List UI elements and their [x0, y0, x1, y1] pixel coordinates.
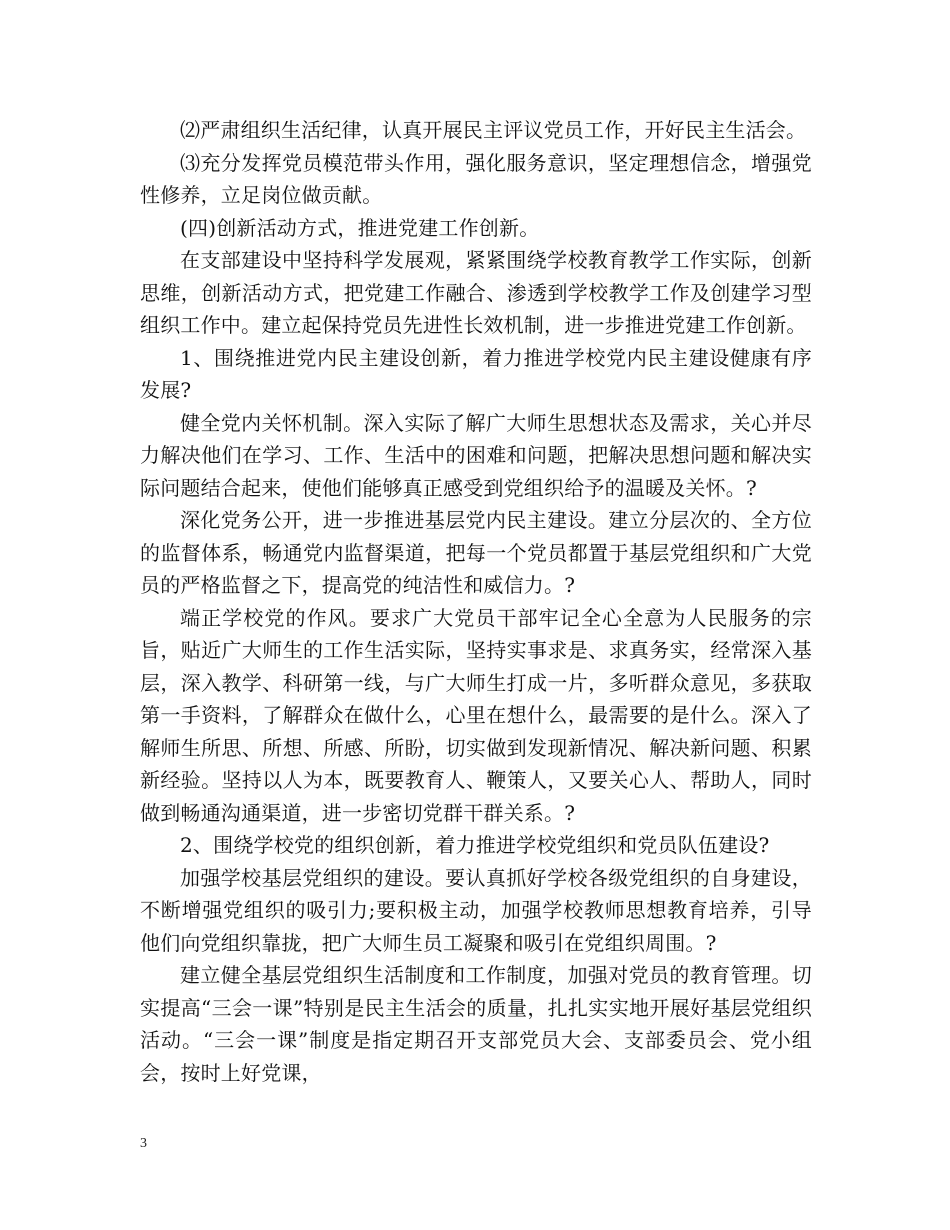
paragraph: ⑵严肃组织生活纪律，认真开展民主评议党员工作，开好民主生活会。: [180, 118, 807, 142]
document-body: [140, 114, 812, 1089]
paragraph: 深化党务公开，进一步推进基层党内民主建设。建立分层次的、全方位的监督体系，畅通党内监督渠道，把每一个党员都置于基层党组织和广大党员的严格监督之下，提高党的纯洁性和威信力。?: [140, 508, 812, 597]
paragraph: 健全党内关怀机制。深入实际了解广大师生思想状态及需求，关心并尽力解决他们在学习、工作、生活中的困难和问题，把解决思想问题和解决实际问题结合起来，使他们能够真正感受到党组织给予的温暖及关怀。?: [140, 410, 812, 500]
paragraph: ⑶充分发挥党员模范带头作用，强化服务意识，坚定理想信念，增强党性修养，立足岗位做贡献。: [140, 150, 812, 207]
section-heading: (四)创新活动方式，推进党建工作创新。: [180, 215, 540, 240]
paragraph: 在支部建设中坚持科学发展观，紧紧围绕学校教育教学工作实际，创新思维，创新活动方式，把党建工作融合、渗透到学校教学工作及创建学习型组织工作中。建立起保持党员先进性长效机制，进一步推进党建工作创新。: [140, 248, 812, 337]
subsection-heading: 2、围绕学校党的组织创新，着力推进学校党组织和党员队伍建设?: [180, 833, 770, 857]
paragraph: 建立健全基层党组织生活制度和工作制度，加强对党员的教育管理。切实提高“三会一课”特别是民主生活会的质量，扎扎实实地开展好基层党组织活动。“三会一课”制度是指定期召开支部党员大会、支部委员会、党小组会，按时上好党课，: [140, 963, 812, 1085]
subsection-heading: 1、围绕推进党内民主建设创新，着力推进学校党内民主建设健康有序发展?: [140, 345, 812, 402]
paragraph: 端正学校党的作风。要求广大党员干部牢记全心全意为人民服务的宗旨，贴近广大师生的工作生活实际，坚持实事求是、求真务实，经常深入基层，深入教学、科研第一线，与广大师生打成一片，多听群众意见，多获取第一手资料，了解群众在做什么，心里在想什么，最需要的是什么。深入了解师生所思、所想、所感、所盼，切实做到发现新情况、解决新问题、积累新经验。坚持以人为本，既要教育人、鞭策人，又要关心人、帮助人，同时做到畅通沟通渠道，进一步密切党群干群关系。?: [140, 605, 812, 825]
page-number: 3: [140, 1136, 147, 1151]
paragraph: 加强学校基层党组织的建设。要认真抓好学校各级党组织的自身建设，不断增强党组织的吸引力;要积极主动，加强学校教师思想教育培养，引导他们向党组织靠拢，把广大师生员工凝聚和吸引在党组织周围。?: [140, 865, 812, 955]
